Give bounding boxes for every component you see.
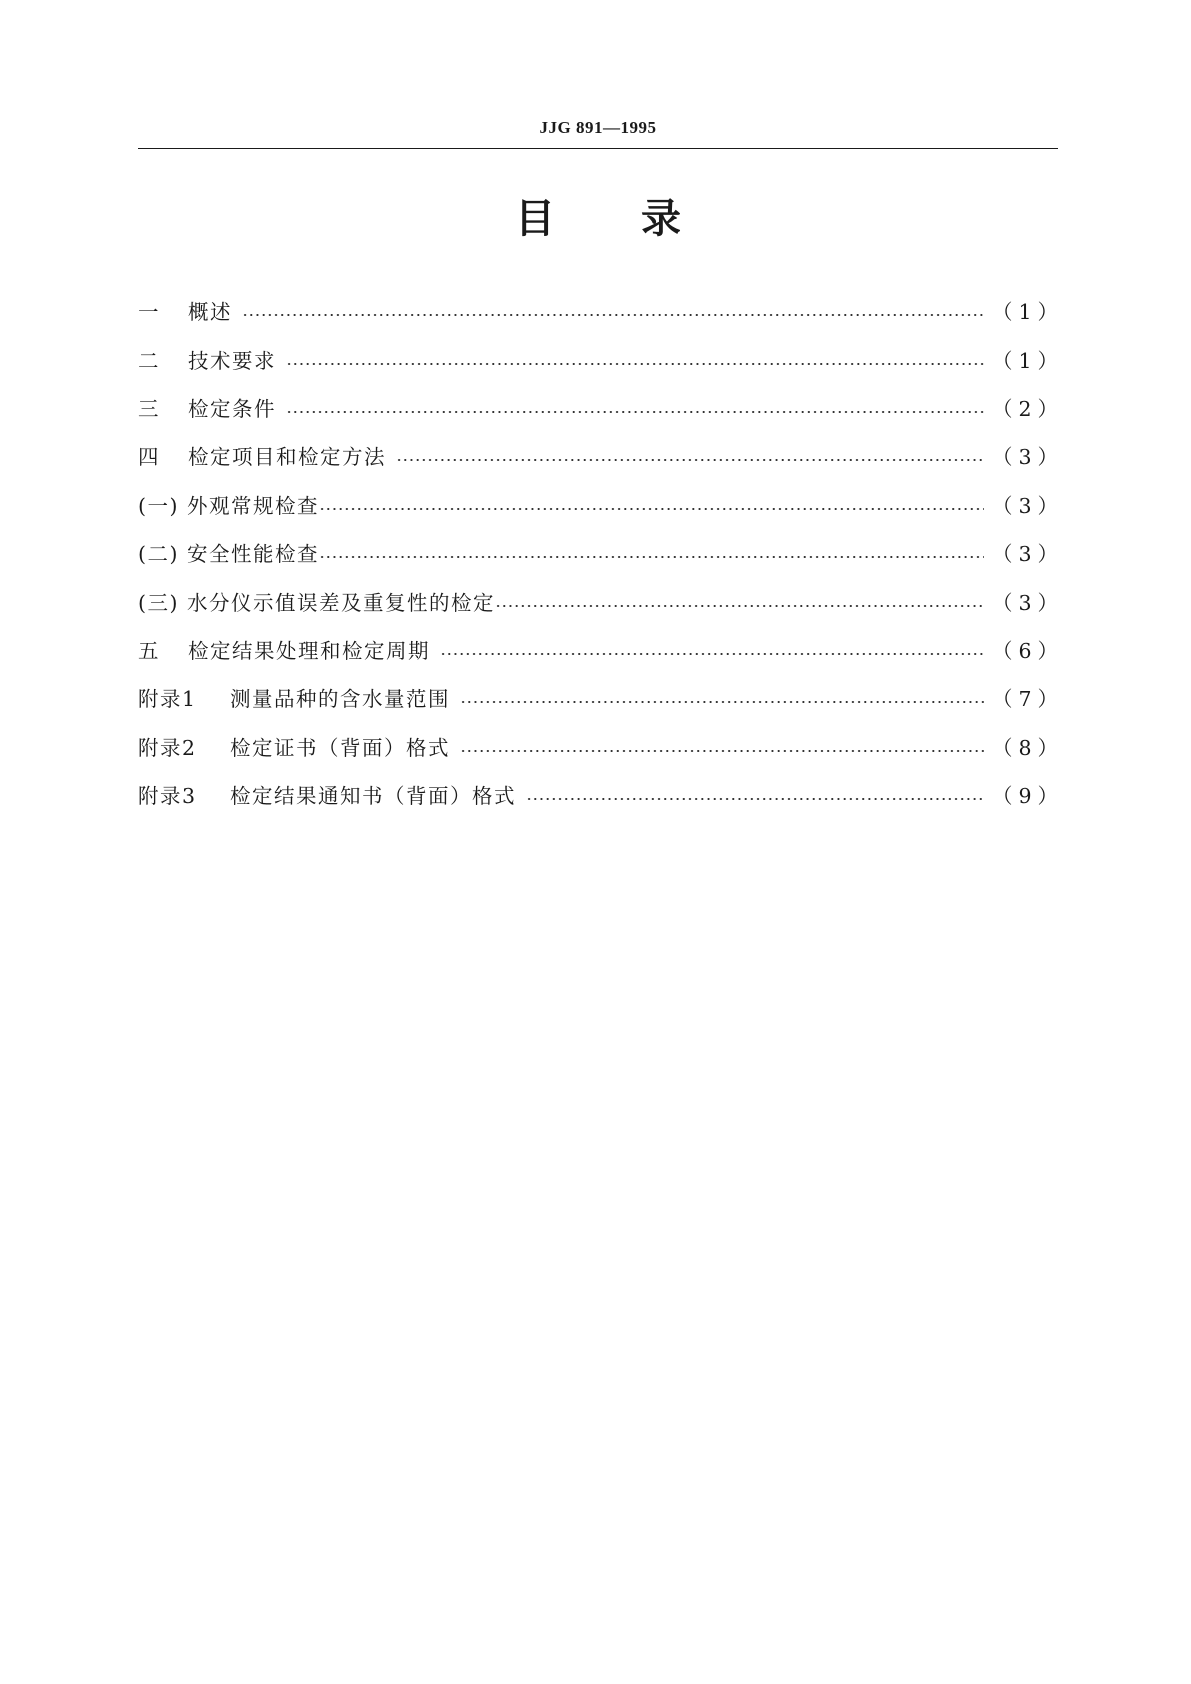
dot-leader [242, 313, 984, 317]
toc-entry-appendix-3[interactable] [138, 772, 1064, 820]
toc-entry-text: 安全性能检查 [187, 542, 319, 567]
toc-entry-text: 检定项目和检定方法 [188, 445, 386, 470]
toc-entry-text: 检定条件 [188, 396, 276, 421]
dot-leader [495, 604, 984, 608]
toc-entry-result-handling-period[interactable] [138, 627, 1064, 675]
toc-title [138, 195, 1058, 243]
toc-entry-page: （3） [991, 493, 1064, 518]
toc-entry-number: 四 [138, 445, 160, 470]
toc-entry-number: (二) [138, 542, 179, 567]
header-divider [138, 148, 1058, 149]
toc-entry-number: 三 [138, 396, 160, 421]
toc-entry-text: 检定结果通知书（背面）格式 [230, 784, 516, 809]
toc-entry-text: 水分仪示值误差及重复性的检定 [187, 590, 495, 615]
toc-entry-text: 技术要求 [188, 348, 276, 373]
dot-leader [460, 700, 984, 704]
toc-entry-number: 五 [138, 638, 160, 663]
toc-entry-number: (一) [138, 493, 179, 518]
toc-entry-appendix-1[interactable] [138, 675, 1064, 723]
toc-entry-text: 概述 [188, 300, 232, 325]
toc-entry-number: 附录1 [138, 687, 197, 712]
table-of-contents [138, 288, 1064, 820]
toc-entry-page: （2） [991, 396, 1064, 421]
toc-entry-appendix-2[interactable] [138, 724, 1064, 772]
toc-entry-appearance-check[interactable] [138, 482, 1064, 530]
standard-code-header: JJG 891—1995 [539, 118, 657, 137]
dot-leader [319, 555, 984, 559]
toc-entry-page: （9） [991, 784, 1064, 809]
dot-leader [396, 458, 984, 462]
toc-entry-text: 检定证书（背面）格式 [230, 735, 450, 760]
toc-entry-number: 一 [138, 300, 160, 325]
toc-title-char-1: 目 [515, 196, 555, 242]
toc-title-char-2: 录 [641, 196, 681, 242]
dot-leader [440, 652, 984, 656]
toc-entry-page: （3） [991, 445, 1064, 470]
toc-entry-number: 附录3 [138, 784, 197, 809]
toc-entry-number: 二 [138, 348, 160, 373]
toc-entry-page: （3） [991, 542, 1064, 567]
dot-leader [319, 507, 984, 511]
toc-entry-overview[interactable] [138, 288, 1064, 336]
dot-leader [286, 410, 984, 414]
dot-leader [286, 362, 984, 366]
toc-entry-text: 外观常规检查 [187, 493, 319, 518]
toc-entry-number: 附录2 [138, 735, 197, 760]
dot-leader [526, 797, 984, 801]
toc-entry-page: （3） [991, 590, 1064, 615]
toc-entry-text: 测量品种的含水量范围 [230, 687, 450, 712]
toc-entry-verification-items-methods[interactable] [138, 433, 1064, 481]
toc-entry-text: 检定结果处理和检定周期 [188, 638, 430, 663]
toc-entry-number: (三) [138, 590, 179, 615]
toc-entry-page: （8） [991, 735, 1064, 760]
toc-entry-safety-check[interactable] [138, 530, 1064, 578]
dot-leader [460, 749, 984, 753]
toc-entry-page: （7） [991, 687, 1064, 712]
toc-entry-technical-requirements[interactable] [138, 336, 1064, 384]
toc-entry-page: （1） [991, 300, 1064, 325]
toc-entry-error-repeatability[interactable] [138, 578, 1064, 626]
toc-entry-verification-conditions[interactable] [138, 385, 1064, 433]
toc-entry-page: （6） [991, 638, 1064, 663]
toc-entry-page: （1） [991, 348, 1064, 373]
